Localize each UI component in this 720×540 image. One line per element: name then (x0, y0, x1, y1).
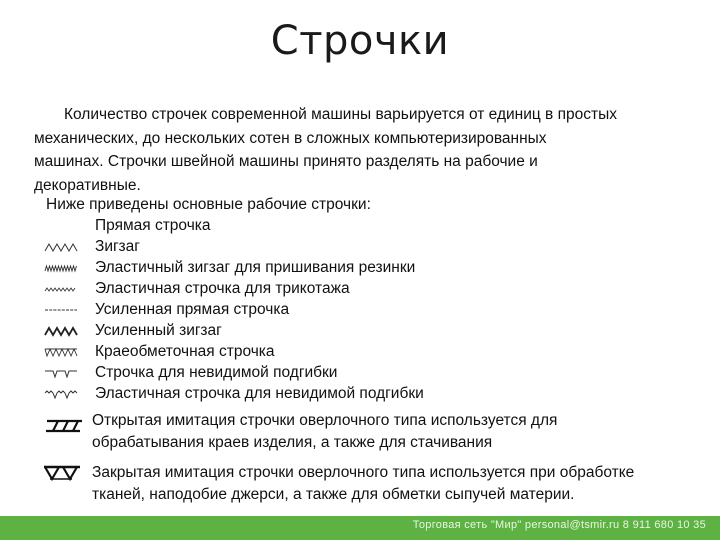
stitch-label: Краеобметочная строчка (95, 343, 275, 360)
stitch-item-reinforced-straight (0, 299, 720, 320)
blind-hem-stitch-icon (44, 367, 78, 379)
stitch-item-elastic-knit (0, 278, 720, 299)
stitch-description-line: тканей, наподобие джерси, а также для обметки сыпучей материи. (92, 486, 575, 503)
intro-line: декоративные. (34, 176, 141, 194)
stitch-label: Строчка для невидимой подгибки (95, 364, 338, 381)
intro-line: механических, до нескольких сотен в сложных компьютеризированных (34, 129, 547, 147)
intro-paragraph (34, 103, 674, 197)
page-title: Строчки (270, 18, 450, 64)
open-overlock-stitch-icon (44, 418, 84, 434)
zigzag-stitch-icon (44, 241, 78, 253)
stitch-description (92, 462, 634, 506)
stitch-label: Зигзаг (95, 238, 140, 255)
stitch-description (92, 410, 557, 454)
intro-line: машинах. Строчки швейной машины принято разделять на рабочие и (34, 153, 538, 170)
stitch-description-line: Открытая имитация строчки оверлочного типа используется для (92, 412, 558, 429)
stitch-label: Эластичная строчка для невидимой подгибки (95, 385, 424, 402)
footer-contact: Торговая сеть "Мир" personal@tsmir.ru 8 911 680 10 35 (412, 519, 706, 531)
overcasting-stitch-icon (44, 346, 78, 358)
stitch-item-elastic-zigzag (0, 257, 720, 278)
stitch-description-line: обрабатывания краев изделия, а также для стачивания (92, 434, 493, 451)
stitch-label: Усиленная прямая строчка (95, 301, 290, 318)
elastic-knit-stitch-icon (44, 283, 78, 295)
stitches-subheading: Ниже приведены основные рабочие строчки: (46, 196, 371, 213)
stitch-label: Эластичная строчка для трикотажа (95, 280, 350, 297)
stitch-item-overcasting (0, 341, 720, 362)
stitch-item-elastic-blind-hem (0, 383, 720, 404)
elastic-blind-hem-stitch-icon (44, 388, 78, 400)
stitch-item-zigzag (0, 236, 720, 257)
closed-overlock-stitch-icon (42, 464, 82, 482)
elastic-zigzag-stitch-icon (44, 262, 78, 274)
stitch-item-straight (0, 215, 720, 236)
stitch-label: Эластичный зигзаг для пришивания резинки (95, 259, 416, 276)
reinforced-zigzag-stitch-icon (44, 325, 78, 337)
stitch-label: Прямая строчка (95, 217, 211, 234)
stitch-item-blind-hem (0, 362, 720, 383)
reinforced-straight-stitch-icon (44, 304, 78, 316)
stitch-label: Усиленный зигзаг (95, 322, 222, 339)
stitch-description-line: Закрытая имитация строчки оверлочного типа используется при обработке (92, 464, 635, 481)
stitch-item-reinforced-zigzag (0, 320, 720, 341)
footer-bar (0, 516, 720, 540)
intro-line: Количество строчек современной машины варьируется от единиц в простых (64, 106, 617, 123)
